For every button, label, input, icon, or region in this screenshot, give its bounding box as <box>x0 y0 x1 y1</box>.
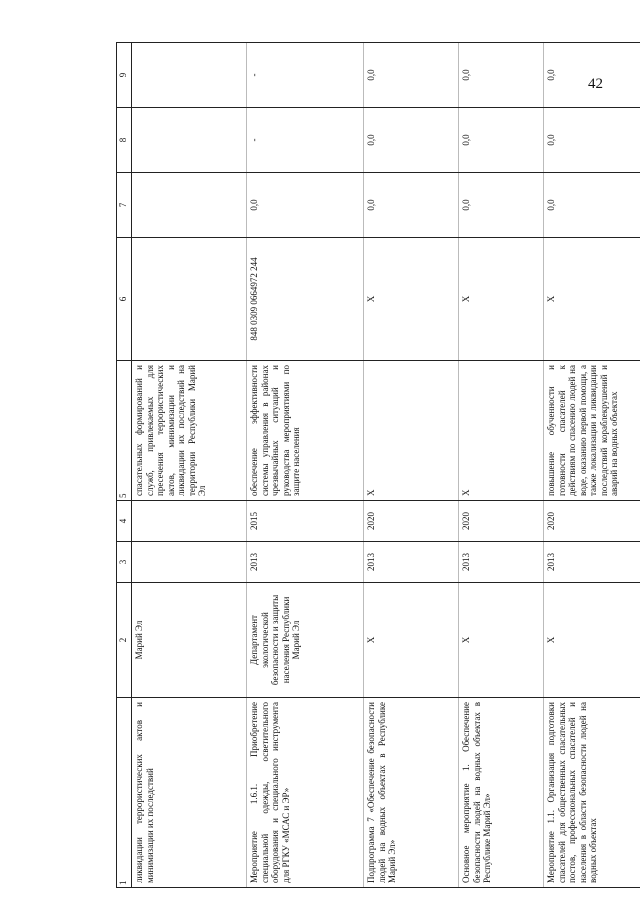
table-row <box>544 43 640 888</box>
amount-col-9: 0,0 <box>364 43 459 108</box>
amount-col-8: 0,0 <box>459 108 544 173</box>
end-year: 2020 <box>544 501 640 542</box>
amount-col-8: 0,0 <box>364 108 459 173</box>
col-header-4: 4 <box>117 501 132 542</box>
col-header-8: 8 <box>117 108 132 173</box>
expected-result: X <box>459 361 544 501</box>
amount-col-7 <box>132 173 247 238</box>
amount-col-8 <box>132 108 247 173</box>
col-header-9: 9 <box>117 43 132 108</box>
start-year: 2013 <box>459 542 544 583</box>
col-header-1: 1 <box>117 698 132 888</box>
expected-result: спасательных формирований и служб, привлекаемых для пресечения террористических актов, минимизации и ликвидации их последствий на территории Республики Марий Эл <box>132 361 247 501</box>
budget-code: X <box>544 238 640 361</box>
responsible-executor: Департамент экологической безопасности и защиты населения Республики Марий Эл <box>247 583 364 698</box>
budget-code: X <box>364 238 459 361</box>
amount-col-9: - <box>247 43 364 108</box>
event-name: Мероприятие 1.6.1. Приобретение специальной одежды, осветительного оборудования и специального инструмента для РГКУ «МСАС и ЭР» <box>247 698 364 888</box>
col-header-5: 5 <box>117 361 132 501</box>
budget-code: 848 0309 0664972 244 <box>247 238 364 361</box>
end-year: 2020 <box>459 501 544 542</box>
responsible-executor: X <box>544 583 640 698</box>
amount-col-9 <box>132 43 247 108</box>
start-year: 2013 <box>364 542 459 583</box>
table-row <box>132 43 247 888</box>
col-header-2: 2 <box>117 583 132 698</box>
table-row <box>364 43 459 888</box>
amount-col-7: 0,0 <box>364 173 459 238</box>
col-header-6: 6 <box>117 238 132 361</box>
responsible-executor: X <box>459 583 544 698</box>
amount-col-7: 0,0 <box>459 173 544 238</box>
table-row <box>459 43 544 888</box>
col-header-3: 3 <box>117 542 132 583</box>
budget-code <box>132 238 247 361</box>
amount-col-8: 0,0 <box>544 108 640 173</box>
event-name: Мероприятие 1.1. Организация подготовки спасателей для общественных спасательных постов, профессиональных спасателей и населения в области безопасности людей на водных объектах <box>544 698 640 888</box>
amount-col-8: - <box>247 108 364 173</box>
table-row <box>247 43 364 888</box>
expected-result: X <box>364 361 459 501</box>
start-year: 2013 <box>544 542 640 583</box>
amount-col-9: 0,0 <box>544 43 640 108</box>
event-name: Подпрограмма 7 «Обеспечение безопасности людей на водных объектах в Республике Марий Эл» <box>364 698 459 888</box>
expected-result: повышение обученности и готовности спасателей к действиям по спасению людей на воде, оказанию первой помощи, а также локализации и ликвидации последствий кораблекрушений и аварий на водных объектах <box>544 361 640 501</box>
amount-col-9: 0,0 <box>459 43 544 108</box>
event-name: Основное мероприятие 1. Обеспечение безопасности людей на водных объектах в Республике Марий Эл» <box>459 698 544 888</box>
end-year: 2015 <box>247 501 364 542</box>
column-number-row <box>117 43 132 888</box>
responsible-executor: X <box>364 583 459 698</box>
program-table <box>116 42 640 888</box>
budget-code: X <box>459 238 544 361</box>
page-number: 42 <box>588 76 603 92</box>
start-year <box>132 542 247 583</box>
amount-col-7: 0,0 <box>544 173 640 238</box>
expected-result: обеспечение эффективности системы управления в районах чрезвычайных ситуаций и руководства мероприятиями по защите населения <box>247 361 364 501</box>
amount-col-7: 0,0 <box>247 173 364 238</box>
responsible-executor: Марий Эл <box>132 583 247 698</box>
start-year: 2013 <box>247 542 364 583</box>
end-year: 2020 <box>364 501 459 542</box>
end-year <box>132 501 247 542</box>
col-header-7: 7 <box>117 173 132 238</box>
event-name: ликвидации террористических актов и минимизации их последствий <box>132 698 247 888</box>
